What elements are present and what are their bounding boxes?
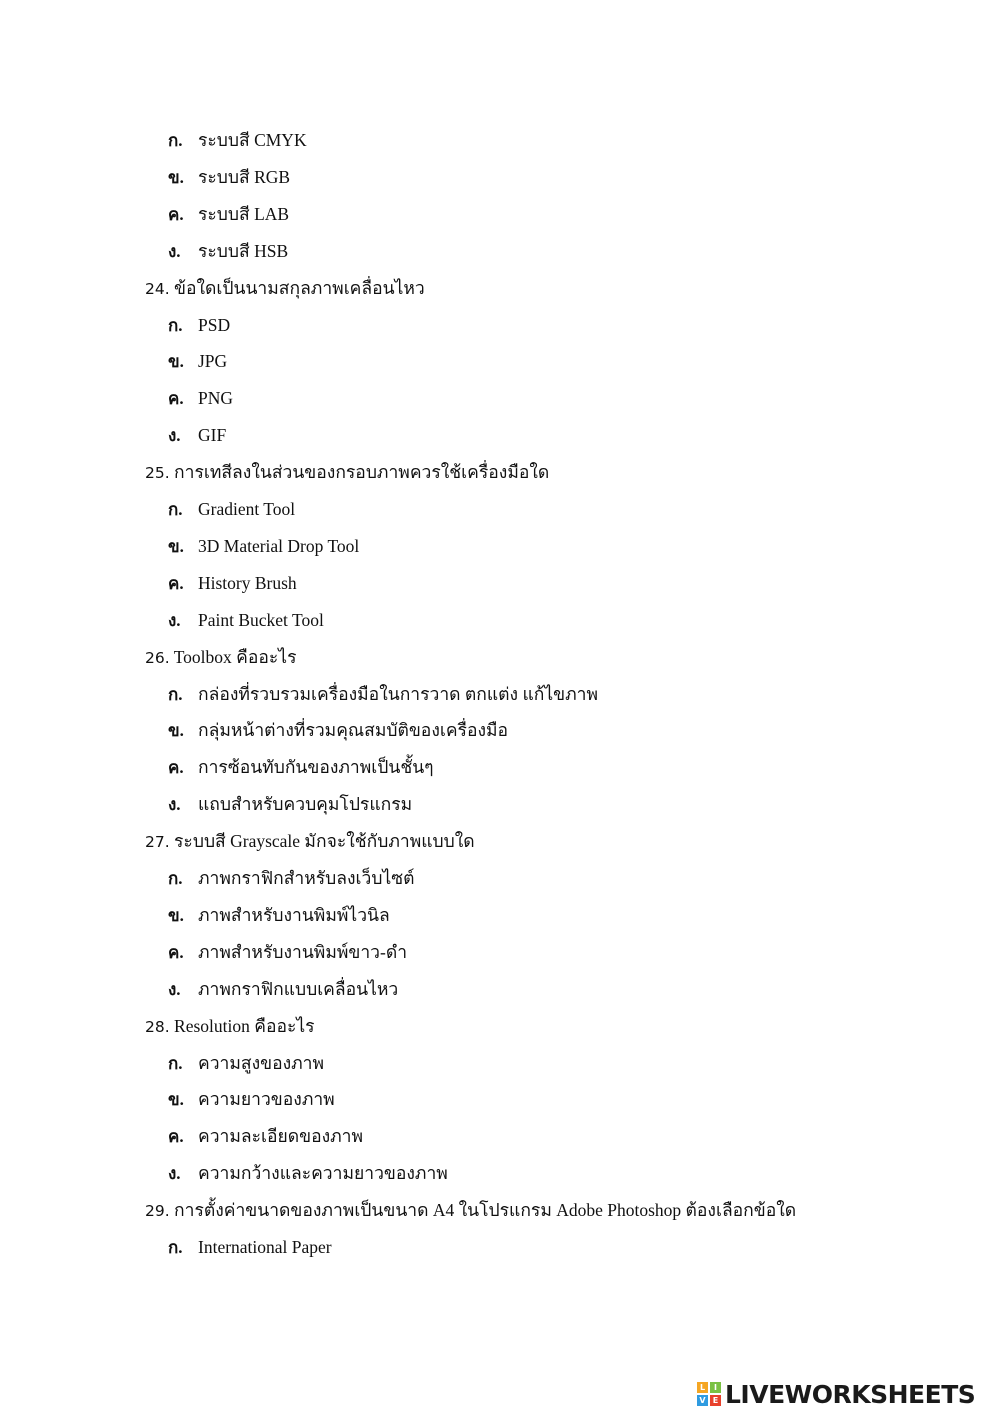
option-text: ภาพกราฟิกแบบเคลื่อนไหว <box>198 978 399 999</box>
question-28 <box>145 1011 315 1041</box>
question-25 <box>145 457 549 487</box>
question-text: Resolution คืออะไร <box>174 1015 315 1036</box>
liveworksheets-logo <box>697 1378 975 1410</box>
answer-option <box>168 974 398 1004</box>
option-text: 3D Material Drop Tool <box>198 535 360 556</box>
option-letter: ค. <box>168 389 184 409</box>
logo-letter: L <box>697 1382 708 1393</box>
option-text: ระบบสี CMYK <box>198 130 307 150</box>
option-text: ภาพกราฟิกสำหรับลงเว็บไซต์ <box>198 868 415 888</box>
answer-option <box>168 937 407 967</box>
option-letter: ข. <box>168 1090 184 1110</box>
answer-option <box>168 1048 324 1078</box>
option-text: History Brush <box>198 572 297 593</box>
option-text: แถบสำหรับควบคุมโปรแกรม <box>198 794 413 815</box>
option-letter: ง. <box>168 795 181 815</box>
logo-letter: V <box>697 1395 708 1406</box>
option-letter: ก. <box>168 1053 183 1073</box>
question-number: 29. <box>145 1202 170 1221</box>
option-text: JPG <box>198 351 228 372</box>
question-29 <box>145 1195 796 1225</box>
answer-option <box>168 310 230 340</box>
answer-option <box>168 1121 363 1151</box>
option-letter: ง. <box>168 610 181 630</box>
answer-option <box>168 199 289 229</box>
option-text: Paint Bucket Tool <box>198 609 324 630</box>
logo-letter: I <box>710 1382 721 1393</box>
option-text: การซ้อนทับกันของภาพเป็นชั้นๆ <box>198 757 434 778</box>
answer-option <box>168 125 307 155</box>
answer-option <box>168 789 412 819</box>
question-number: 25. <box>145 464 170 483</box>
option-letter: ค. <box>168 1127 184 1147</box>
option-letter: ข. <box>168 905 184 925</box>
option-text: ความยาวของภาพ <box>198 1089 335 1110</box>
question-number: 26. <box>145 648 170 667</box>
answer-option <box>168 162 290 192</box>
option-letter: ก. <box>168 500 183 519</box>
answer-option <box>168 1158 448 1188</box>
option-text: กล่องที่รวบรวมเครื่องมือในการวาด ตกแต่ง แก้ไขภาพ <box>198 683 598 704</box>
option-text: ความละเอียดของภาพ <box>198 1126 364 1147</box>
question-24 <box>145 273 425 303</box>
question-text: Toolbox คืออะไร <box>173 646 297 667</box>
answer-option <box>168 715 508 745</box>
option-letter: ง. <box>168 426 181 446</box>
answer-option <box>168 494 295 524</box>
option-letter: ค. <box>168 204 184 224</box>
answer-option <box>168 346 227 376</box>
question-26 <box>145 642 297 672</box>
option-text: ความสูงของภาพ <box>198 1052 325 1073</box>
answer-option <box>168 568 297 598</box>
option-text: International Paper <box>198 1237 332 1257</box>
option-letter: ข. <box>168 721 184 741</box>
option-letter: ข. <box>168 536 184 556</box>
option-letter: ข. <box>168 167 184 187</box>
answer-option <box>168 1232 332 1262</box>
answer-option <box>168 605 324 635</box>
question-number: 28. <box>145 1017 170 1036</box>
question-text: ข้อใดเป็นนามสกุลภาพเคลื่อนไหว <box>174 277 425 298</box>
option-letter: ง. <box>168 979 181 999</box>
option-letter: ก. <box>168 315 183 335</box>
option-text: GIF <box>198 425 227 446</box>
answer-option <box>168 863 415 893</box>
option-text: ระบบสี LAB <box>198 203 290 224</box>
question-text: ระบบสี Grayscale มักจะใช้กับภาพแบบใด <box>174 831 475 852</box>
answer-option <box>168 1084 335 1114</box>
option-letter: ก. <box>168 131 183 150</box>
answer-option <box>168 900 390 930</box>
logo-letter: E <box>710 1395 721 1406</box>
option-text: กลุ่มหน้าต่างที่รวมคุณสมบัติของเครื่องมือ <box>198 720 509 741</box>
option-text: ระบบสี RGB <box>198 166 291 187</box>
answer-option <box>168 679 598 709</box>
option-letter: ง. <box>168 241 181 261</box>
option-text: Gradient Tool <box>198 499 296 519</box>
option-letter: ก. <box>168 1238 183 1257</box>
question-27 <box>145 826 475 856</box>
question-number: 24. <box>145 279 170 298</box>
brand-name: LIVEWORKSHEETS <box>725 1379 976 1409</box>
option-letter: ก. <box>168 869 183 888</box>
option-letter: ค. <box>168 573 184 593</box>
answer-option <box>168 236 288 266</box>
question-number: 27. <box>145 833 170 852</box>
option-text: ระบบสี HSB <box>198 240 289 261</box>
option-text: PNG <box>198 388 234 409</box>
option-text: ความกว้างและความยาวของภาพ <box>198 1163 448 1184</box>
question-text: การเทสีลงในส่วนของกรอบภาพควรใช้เครื่องมือใด <box>174 462 550 483</box>
option-letter: ก. <box>168 684 183 704</box>
option-letter: ง. <box>168 1164 181 1184</box>
option-letter: ข. <box>168 352 184 372</box>
option-letter: ค. <box>168 758 184 778</box>
option-text: ภาพสำหรับงานพิมพ์ขาว-ดำ <box>198 941 408 962</box>
answer-option <box>168 383 233 413</box>
answer-option <box>168 531 359 561</box>
option-letter: ค. <box>168 942 184 962</box>
option-text: PSD <box>198 314 231 335</box>
option-text: ภาพสำหรับงานพิมพ์ไวนิล <box>198 904 390 925</box>
question-text: การตั้งค่าขนาดของภาพเป็นขนาด A4 ในโปรแกรม Adobe Photoshop ต้องเลือกข้อใด <box>174 1200 797 1221</box>
answer-option <box>168 420 226 450</box>
logo-icon <box>697 1382 721 1406</box>
answer-option <box>168 752 434 782</box>
